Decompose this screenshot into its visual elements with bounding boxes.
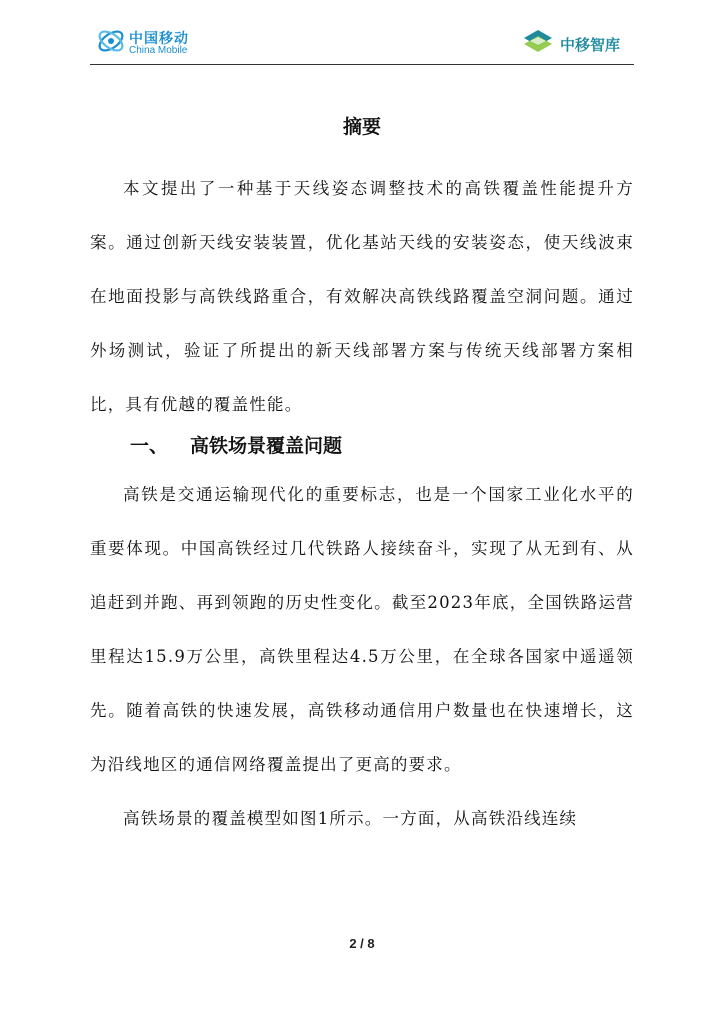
section-title: 高铁场景覆盖问题 <box>190 435 343 457</box>
body-paragraph: 高铁场景的覆盖模型如图1所示。一方面，从高铁沿线连续 <box>123 809 578 828</box>
china-mobile-logo <box>96 26 216 62</box>
zhongyi-zhiku-name: 中移智库 <box>560 36 621 54</box>
section-heading <box>90 424 634 468</box>
section-number: 一、 <box>130 435 169 457</box>
china-mobile-name-en: China Mobile <box>129 45 188 56</box>
zhongyi-zhiku-logo <box>520 24 630 60</box>
china-mobile-name-cn: 中国移动 <box>129 31 189 47</box>
page-header <box>0 0 724 66</box>
abstract-paragraph: 本文提出了一种基于天线姿态调整技术的高铁覆盖性能提升方案。通过创新天线安装装置，优化基站天线的安装姿态，使天线波束在地面投影与高铁线路重合，有效解决高铁线路覆盖空洞问题。通过外场测试，验证了所提出的新天线部署方案与传统天线部署方案相比，具有优越的覆盖性能。 <box>90 179 634 414</box>
document-body <box>90 112 634 846</box>
body-paragraph: 高铁是交通运输现代化的重要标志，也是一个国家工业化水平的重要体现。中国高铁经过几代铁路人接续奋斗，实现了从无到有、从追赶到并跑、再到领跑的历史性变化。截至2023年底，全国铁路运营里程达15.9万公里，高铁里程达4.5万公里，在全球各国家中遥遥领先。随着高铁的快速发展，高铁移动通信用户数量也在快速增长，这为沿线地区的通信网络覆盖提出了更高的要求。 <box>90 485 634 774</box>
abstract-title: 摘要 <box>342 116 381 138</box>
china-mobile-logo-icon <box>96 26 126 56</box>
zhongyi-zhiku-logo-icon <box>520 24 556 58</box>
page-number: 2 / 8 <box>349 936 375 951</box>
header-divider <box>90 64 634 65</box>
